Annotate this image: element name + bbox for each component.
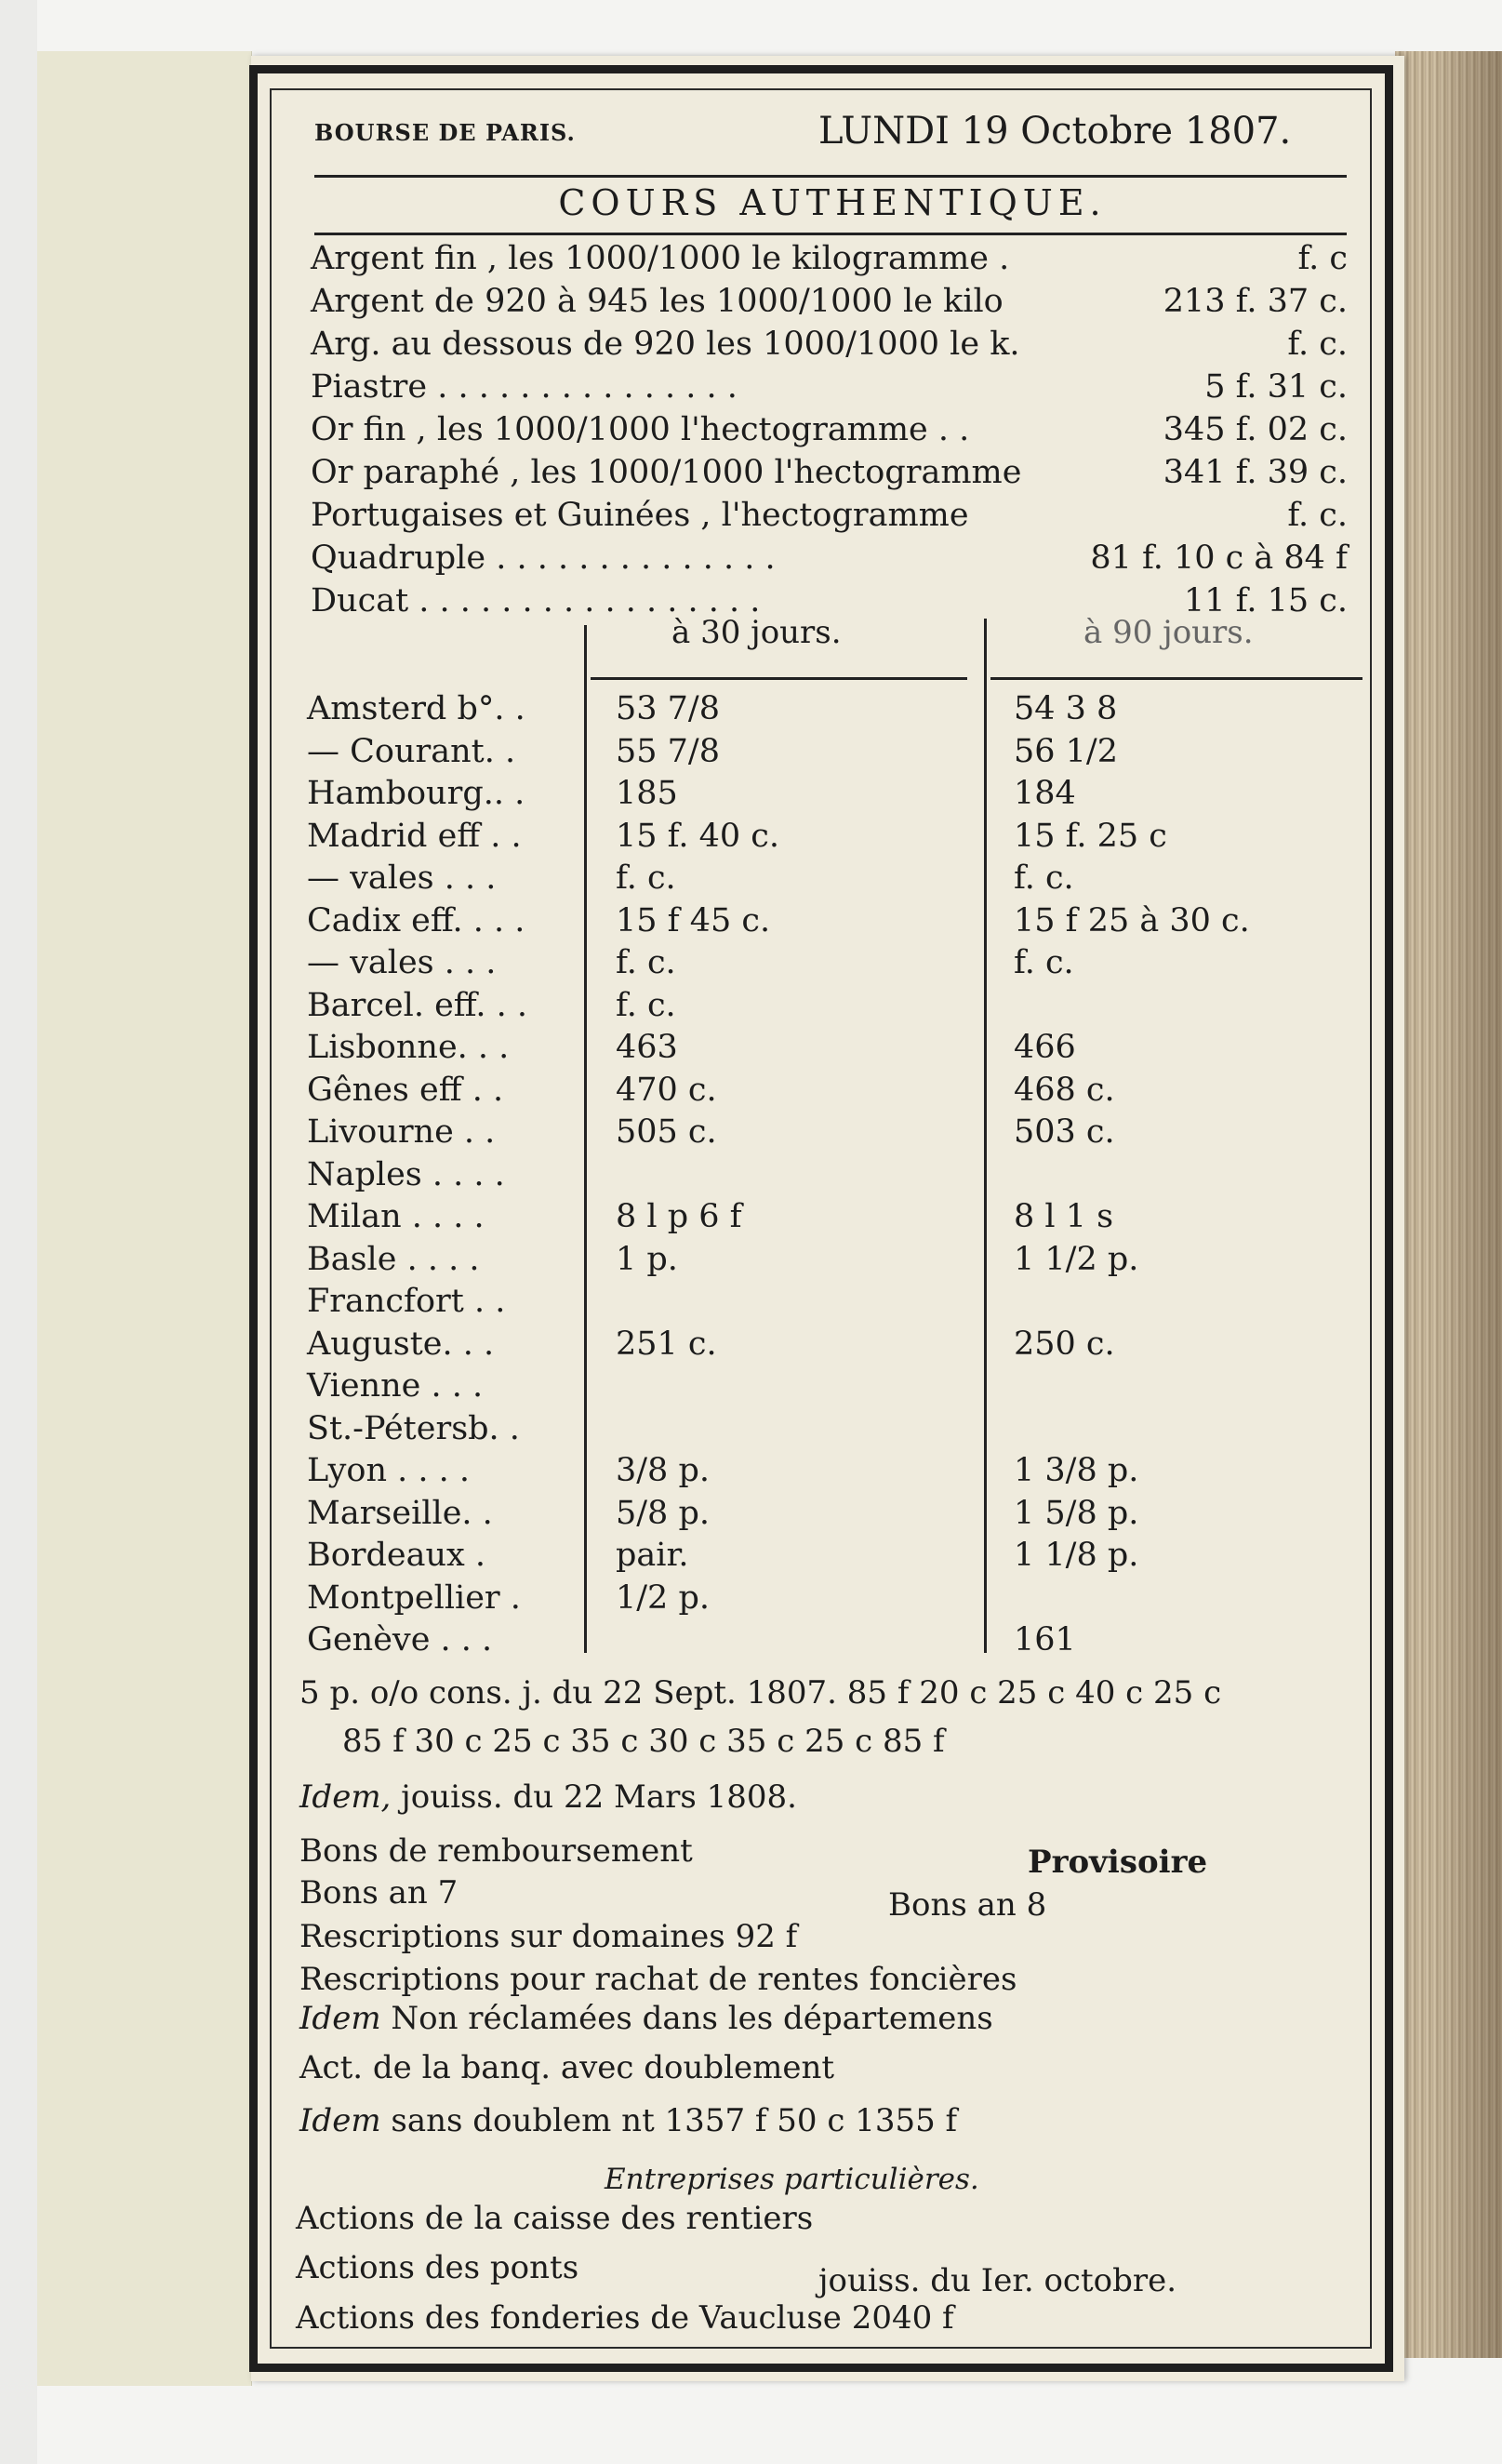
bons-an-8: Bons an 8 [888, 1886, 1047, 1924]
metal-label: Ducat . . . . . . . . . . . . . . . . . [311, 582, 761, 619]
exchange-city: Barcel. eff. . . [307, 987, 528, 1024]
exchange-rate-90: 1 1/8 p. [1014, 1537, 1139, 1574]
exchange-rate-90: 56 1/2 [1014, 733, 1118, 770]
idem2-text: Non réclamées dans les départemens [380, 2000, 993, 2037]
idem-non-reclamees [299, 2000, 993, 2037]
exchange-rate-90: 161 [1014, 1621, 1076, 1658]
exchange-city: Cadix eff. . . . [307, 902, 525, 939]
exchange-city: Francfort . . [307, 1283, 506, 1320]
exchange-rate-30: f. c. [616, 859, 676, 897]
exchange-rate-30: f. c. [616, 944, 676, 981]
actions-fonderies: Actions des fonderies de Vaucluse 2040 f [296, 2299, 954, 2337]
exchange-city: Madrid eff . . [307, 818, 522, 855]
rescriptions-rachat: Rescriptions pour rachat de rentes foncières [299, 1961, 1017, 1998]
exchange-rate-90: 503 c. [1014, 1113, 1115, 1151]
metal-value: f. c [1297, 240, 1348, 277]
metal-label: Quadruple . . . . . . . . . . . . . . [311, 539, 776, 577]
exchange-city: Gênes eff . . [307, 1072, 504, 1109]
exchange-rate-30: 470 c. [616, 1072, 717, 1109]
exchange-city: Basle . . . . [307, 1241, 480, 1278]
exchange-city: — vales . . . [307, 859, 497, 897]
exchange-city: Naples . . . . [307, 1156, 505, 1193]
exchange-city: Montpellier . [307, 1579, 521, 1617]
actions-banque: Act. de la banq. avec doublement [299, 2049, 835, 2086]
exchange-rate-30: 463 [616, 1029, 678, 1066]
metal-value: 11 f. 15 c. [1183, 582, 1348, 619]
exchange-rate-90: 15 f 25 à 30 c. [1014, 902, 1250, 939]
exchange-divider-right [984, 619, 987, 1653]
idem-text: jouiss. du 22 Mars 1808. [391, 1778, 797, 1816]
bons-remboursement: Bons de remboursement [299, 1832, 693, 1870]
exchange-city: Vienne . . . [307, 1367, 484, 1405]
bons-an-7: Bons an 7 [299, 1874, 459, 1911]
idem3-label: Idem [299, 2102, 381, 2139]
exchange-divider-left [584, 625, 587, 1653]
exchange-rate-90: 468 c. [1014, 1072, 1115, 1109]
exchange-rate-30: 3/8 p. [616, 1452, 710, 1489]
rescriptions-domaines: Rescriptions sur domaines 92 f [299, 1918, 798, 1955]
exchange-rate-30: f. c. [616, 987, 676, 1024]
exchange-rate-90: 466 [1014, 1029, 1076, 1066]
actions-caisse-rentiers: Actions de la caisse des rentiers [296, 2200, 814, 2237]
exchange-city: — vales . . . [307, 944, 497, 981]
exchange-city: St.-Pétersb. . [307, 1410, 520, 1447]
exchange-city: Auguste. . . [307, 1325, 495, 1363]
funds-line-1: 5 p. o/o cons. j. du 22 Sept. 1807. 85 f 20 c 25 c 40 c 25 c [299, 1674, 1222, 1711]
metal-label: Arg. au dessous de 920 les 1000/1000 le k. [311, 326, 1020, 363]
title-rule [314, 233, 1347, 235]
facing-blank-page [37, 51, 252, 2386]
metal-label: Portugaises et Guinées , l'hectogramme [311, 497, 969, 534]
entreprises-heading: Entreprises particulières. [605, 2163, 979, 2196]
header-date: LUNDI 19 Octobre 1807. [818, 110, 1292, 153]
exchange-city: Genève . . . [307, 1621, 493, 1658]
col-90-jours-head: à 90 jours. [1083, 614, 1254, 651]
exchange-rate-90: 8 l 1 s [1014, 1198, 1114, 1235]
exchange-city: Hambourg.. . [307, 775, 525, 812]
exchange-rate-30: 15 f. 40 c. [616, 818, 780, 855]
idem3-text: sans doublem nt 1357 f 50 c 1355 f [380, 2102, 958, 2139]
exchange-rate-90: 1 3/8 p. [1014, 1452, 1139, 1489]
funds-line-2: 85 f 30 c 25 c 35 c 30 c 35 c 25 c 85 f [342, 1723, 945, 1760]
exchange-rate-30: 185 [616, 775, 678, 812]
exchange-rate-30: 1/2 p. [616, 1579, 710, 1617]
exchange-rate-30: 505 c. [616, 1113, 717, 1151]
exchange-city: Lyon . . . . [307, 1452, 471, 1489]
exchange-rate-30: 1 p. [616, 1241, 678, 1278]
actions-ponts: Actions des ponts [296, 2249, 579, 2286]
idem2-label: Idem [299, 2000, 381, 2037]
exchange-rate-30: 8 l p 6 f [616, 1198, 742, 1235]
exchange-rate-30: 15 f 45 c. [616, 902, 771, 939]
funds-idem-jouiss [299, 1778, 797, 1816]
metal-value: f. c. [1287, 326, 1348, 363]
metal-label: Or paraphé , les 1000/1000 l'hectogramme [311, 454, 1022, 491]
exchange-rate-30: 5/8 p. [616, 1495, 710, 1532]
exchange-city: Marseille. . [307, 1495, 493, 1532]
idem-label: Idem, [299, 1778, 392, 1816]
col-30-rule [591, 677, 967, 680]
metal-label: Piastre . . . . . . . . . . . . . . . [311, 368, 738, 406]
metal-value: 341 f. 39 c. [1163, 454, 1348, 491]
page-title: COURS AUTHENTIQUE. [558, 182, 1107, 223]
exchange-rate-30: pair. [616, 1537, 689, 1574]
metal-value: 213 f. 37 c. [1163, 283, 1348, 320]
exchange-city: Bordeaux . [307, 1537, 486, 1574]
exchange-rate-30: 53 7/8 [616, 690, 720, 727]
scan-background [0, 0, 37, 2464]
header-bourse: BOURSE DE PARIS. [314, 119, 576, 146]
col-90-rule [990, 677, 1362, 680]
page-edges-shadow [1432, 51, 1502, 2358]
exchange-rate-30: 55 7/8 [616, 733, 720, 770]
header-rule [314, 175, 1347, 178]
provisoire: Provisoire [1028, 1844, 1208, 1881]
metal-label: Or fin , les 1000/1000 l'hectogramme . . [311, 411, 970, 448]
exchange-city: Lisbonne. . . [307, 1029, 510, 1066]
exchange-city: — Courant. . [307, 733, 516, 770]
exchange-city: Amsterd b°. . [307, 690, 525, 727]
exchange-rate-90: 184 [1014, 775, 1076, 812]
exchange-city: Milan . . . . [307, 1198, 485, 1235]
exchange-rate-90: 15 f. 25 c [1014, 818, 1167, 855]
metal-value: 81 f. 10 c à 84 f [1090, 539, 1348, 577]
exchange-rate-90: f. c. [1014, 859, 1074, 897]
idem-sans-doublement [299, 2102, 957, 2139]
col-30-jours-head: à 30 jours. [671, 614, 842, 651]
metal-label: Argent fin , les 1000/1000 le kilogramme . [311, 240, 1010, 277]
exchange-rate-90: 1 1/2 p. [1014, 1241, 1139, 1278]
metal-label: Argent de 920 à 945 les 1000/1000 le kilo [311, 283, 1004, 320]
metal-value: 345 f. 02 c. [1163, 411, 1348, 448]
exchange-rate-90: 1 5/8 p. [1014, 1495, 1139, 1532]
exchange-city: Livourne . . [307, 1113, 496, 1151]
exchange-rate-30: 251 c. [616, 1325, 717, 1363]
exchange-rate-90: 250 c. [1014, 1325, 1115, 1363]
metal-value: 5 f. 31 c. [1204, 368, 1348, 406]
exchange-rate-90: 54 3 8 [1014, 690, 1118, 727]
jouiss-octobre: jouiss. du Ier. octobre. [818, 2262, 1177, 2299]
metal-value: f. c. [1287, 497, 1348, 534]
exchange-rate-90: f. c. [1014, 944, 1074, 981]
